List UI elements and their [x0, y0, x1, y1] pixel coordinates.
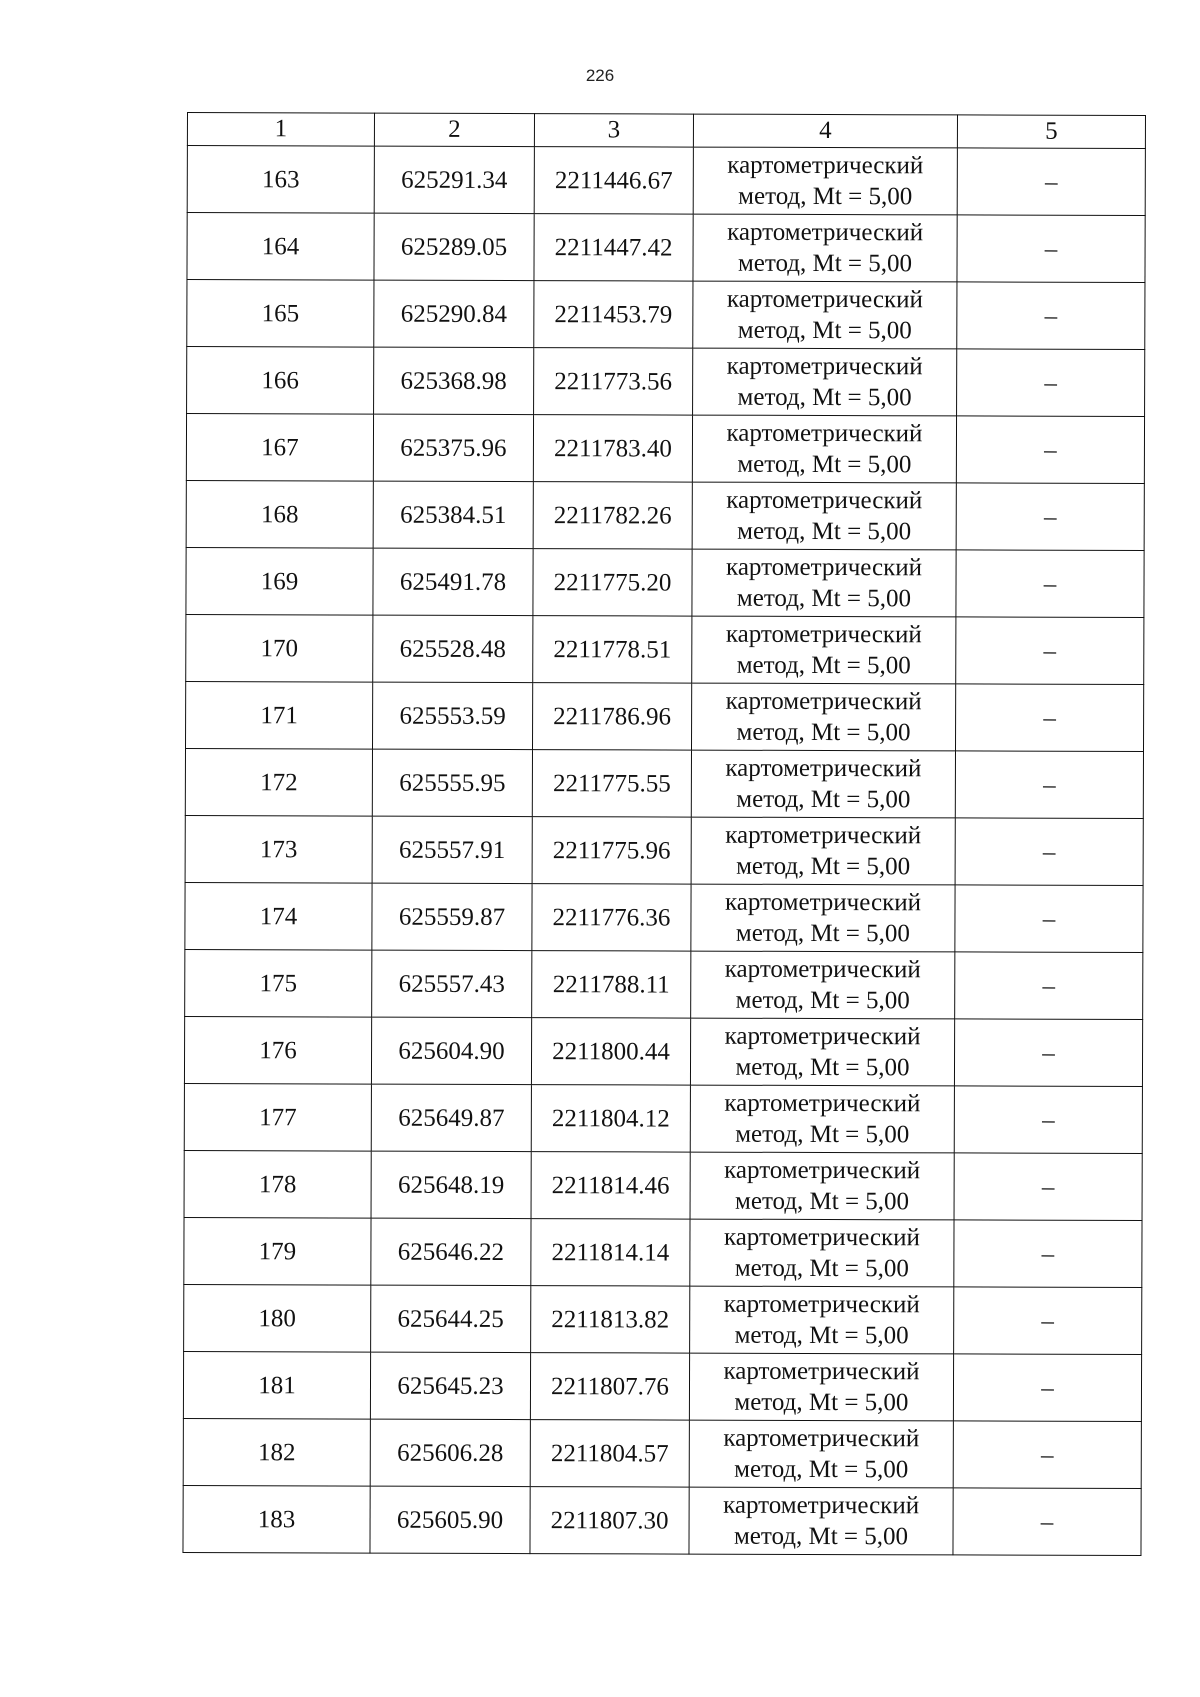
x-coordinate-cell: 625491.78: [373, 548, 533, 616]
method-cell: [691, 951, 955, 1019]
method-line-2: метод, Mt = 5,00: [735, 919, 910, 948]
table-header-row: [187, 113, 1145, 149]
method-line-2: метод, Mt = 5,00: [735, 1187, 910, 1216]
method-cell: [690, 1018, 954, 1086]
method-line-2: метод, Mt = 5,00: [734, 1321, 909, 1350]
table-row: [186, 480, 1144, 550]
method-line-1: картометрический: [723, 1424, 920, 1453]
method-cell: [690, 1219, 954, 1287]
method-line-2: метод, Mt = 5,00: [736, 584, 912, 613]
point-number-cell: 178: [184, 1150, 371, 1218]
y-coordinate-cell: 2211778.51: [533, 616, 692, 683]
method-line-2: метод, Mt = 5,00: [738, 182, 913, 211]
column-header-5: 5: [957, 115, 1145, 149]
x-coordinate-cell: 625605.90: [370, 1486, 530, 1554]
point-number-cell: 167: [186, 414, 373, 482]
method-line-2: метод, Mt = 5,00: [734, 1388, 909, 1417]
method-cell: [692, 549, 956, 617]
method-line-1: картометрический: [725, 687, 922, 716]
point-number-cell: 166: [187, 347, 374, 415]
table-row: [187, 213, 1145, 283]
method-line-1: картометрический: [724, 1156, 921, 1185]
note-cell: –: [955, 885, 1143, 953]
method-line-1: картометрический: [725, 821, 922, 850]
method-line-2: метод, Mt = 5,00: [734, 1254, 909, 1283]
note-cell: –: [956, 483, 1144, 551]
x-coordinate-cell: 625557.43: [372, 950, 532, 1018]
x-coordinate-cell: 625649.87: [371, 1084, 531, 1152]
method-line-2: метод, Mt = 5,00: [735, 986, 910, 1015]
y-coordinate-cell: 2211788.11: [532, 951, 691, 1018]
column-header-4: 4: [693, 114, 957, 148]
x-coordinate-cell: 625557.91: [372, 816, 532, 884]
point-number-cell: 173: [185, 815, 372, 883]
table-row: [185, 882, 1143, 952]
method-line-2: метод, Mt = 5,00: [737, 383, 912, 412]
note-cell: –: [954, 1153, 1142, 1221]
method-line-2: метод, Mt = 5,00: [737, 316, 912, 345]
table-row: [186, 681, 1144, 751]
x-coordinate-cell: 625553.59: [372, 682, 532, 750]
point-number-cell: 181: [183, 1351, 370, 1419]
method-cell: [689, 1487, 953, 1555]
method-cell: [692, 482, 956, 550]
method-line-2: метод, Mt = 5,00: [737, 249, 913, 278]
note-cell: –: [954, 1287, 1142, 1355]
table-row: [184, 1150, 1142, 1220]
method-line-1: картометрический: [723, 1357, 920, 1386]
method-line-1: картометрический: [724, 1022, 921, 1051]
y-coordinate-cell: 2211775.96: [532, 817, 691, 884]
note-cell: –: [957, 282, 1145, 350]
table-body: [183, 146, 1145, 1556]
y-coordinate-cell: 2211776.36: [532, 884, 691, 951]
table-row: [184, 1083, 1142, 1153]
method-cell: [691, 884, 955, 952]
method-line-2: метод, Mt = 5,00: [737, 517, 912, 546]
point-number-cell: 168: [186, 480, 373, 548]
note-cell: –: [957, 349, 1145, 417]
method-line-1: картометрический: [723, 1290, 920, 1319]
table-row: [185, 748, 1143, 818]
method-line-2: метод, Mt = 5,00: [737, 450, 912, 479]
method-line-1: картометрический: [726, 486, 923, 515]
point-number-cell: 177: [184, 1083, 371, 1151]
method-line-1: картометрический: [723, 1223, 920, 1252]
x-coordinate-cell: 625384.51: [373, 481, 533, 549]
method-line-1: картометрический: [727, 218, 924, 247]
x-coordinate-cell: 625289.05: [374, 213, 534, 281]
point-number-cell: 183: [183, 1485, 370, 1553]
x-coordinate-cell: 625559.87: [372, 883, 532, 951]
method-cell: [692, 616, 956, 684]
y-coordinate-cell: 2211800.44: [531, 1018, 690, 1085]
method-cell: [693, 147, 957, 215]
x-coordinate-cell: 625291.34: [374, 146, 534, 214]
y-coordinate-cell: 2211783.40: [533, 415, 692, 482]
x-coordinate-cell: 625290.84: [374, 280, 534, 348]
y-coordinate-cell: 2211814.46: [531, 1152, 690, 1219]
note-cell: –: [954, 1086, 1142, 1154]
x-coordinate-cell: 625368.98: [374, 347, 534, 415]
method-line-1: картометрический: [726, 553, 923, 582]
x-coordinate-cell: 625604.90: [371, 1017, 531, 1085]
point-number-cell: 175: [185, 949, 372, 1017]
column-header-1: 1: [187, 113, 374, 147]
method-line-1: картометрический: [724, 888, 922, 917]
note-cell: –: [956, 550, 1144, 618]
point-number-cell: 169: [186, 547, 373, 615]
point-number-cell: 180: [184, 1284, 371, 1352]
table-row: [185, 815, 1143, 885]
table-row: [187, 347, 1145, 417]
note-cell: –: [953, 1354, 1141, 1422]
x-coordinate-cell: 625375.96: [373, 414, 533, 482]
table-row: [187, 280, 1145, 350]
table-row: [185, 949, 1143, 1019]
table-row: [186, 547, 1144, 617]
method-line-1: картометрический: [725, 620, 922, 649]
note-cell: –: [954, 1019, 1142, 1087]
point-number-cell: 170: [186, 614, 373, 682]
method-cell: [692, 415, 956, 483]
note-cell: –: [955, 751, 1143, 819]
note-cell: –: [955, 684, 1143, 752]
x-coordinate-cell: 625528.48: [373, 615, 533, 683]
method-cell: [690, 1152, 954, 1220]
method-line-2: метод, Mt = 5,00: [735, 1120, 910, 1149]
method-line-1: картометрический: [726, 352, 923, 381]
method-line-2: метод, Mt = 5,00: [736, 651, 911, 680]
table-row: [186, 614, 1144, 684]
x-coordinate-cell: 625646.22: [371, 1218, 531, 1286]
method-cell: [690, 1085, 954, 1153]
method-line-1: картометрический: [726, 419, 923, 448]
y-coordinate-cell: 2211775.55: [532, 750, 691, 817]
method-line-1: картометрический: [724, 1089, 921, 1118]
method-line-1: картометрический: [727, 151, 924, 180]
method-line-2: метод, Mt = 5,00: [734, 1455, 909, 1484]
method-line-1: картометрический: [723, 1491, 920, 1520]
table-row: [186, 414, 1144, 484]
table-row: [187, 146, 1145, 216]
table-row: [184, 1217, 1142, 1287]
note-cell: –: [953, 1488, 1141, 1556]
table-row: [183, 1485, 1141, 1555]
x-coordinate-cell: 625606.28: [370, 1419, 530, 1487]
note-cell: –: [954, 1220, 1142, 1288]
note-cell: –: [957, 148, 1145, 216]
note-cell: –: [956, 416, 1144, 484]
x-coordinate-cell: 625644.25: [371, 1285, 531, 1353]
table-row: [183, 1351, 1141, 1421]
method-line-2: метод, Mt = 5,00: [736, 718, 911, 747]
method-cell: [691, 750, 955, 818]
method-cell: [691, 683, 955, 751]
point-number-cell: 165: [187, 280, 374, 348]
method-line-1: картометрический: [726, 285, 923, 314]
coordinates-table: [182, 112, 1146, 1556]
point-number-cell: 172: [185, 748, 372, 816]
method-line-1: картометрический: [724, 955, 921, 984]
point-number-cell: 171: [186, 681, 373, 749]
method-cell: [691, 817, 955, 885]
method-cell: [689, 1353, 953, 1421]
y-coordinate-cell: 2211813.82: [531, 1286, 690, 1353]
x-coordinate-cell: 625555.95: [372, 749, 532, 817]
y-coordinate-cell: 2211804.57: [530, 1420, 689, 1487]
page-number: 226: [585, 66, 615, 85]
y-coordinate-cell: 2211814.14: [531, 1219, 690, 1286]
point-number-cell: 179: [184, 1217, 371, 1285]
method-line-2: метод, Mt = 5,00: [735, 1053, 910, 1082]
method-line-2: метод, Mt = 5,00: [736, 852, 911, 881]
table-row: [184, 1016, 1142, 1086]
column-header-3: 3: [534, 114, 693, 147]
column-header-2: 2: [374, 113, 534, 147]
table-row: [183, 1418, 1141, 1488]
y-coordinate-cell: 2211773.56: [534, 348, 693, 415]
method-line-2: метод, Mt = 5,00: [736, 785, 911, 814]
x-coordinate-cell: 625645.23: [370, 1352, 530, 1420]
y-coordinate-cell: 2211807.30: [530, 1487, 689, 1554]
y-coordinate-cell: 2211446.67: [534, 147, 693, 214]
point-number-cell: 164: [187, 213, 374, 281]
method-line-2: метод, Mt = 5,00: [733, 1522, 909, 1551]
y-coordinate-cell: 2211807.76: [530, 1353, 689, 1420]
point-number-cell: 182: [183, 1418, 370, 1486]
note-cell: –: [955, 952, 1143, 1020]
y-coordinate-cell: 2211447.42: [534, 214, 693, 281]
note-cell: –: [956, 617, 1144, 685]
method-cell: [689, 1420, 953, 1488]
point-number-cell: 163: [187, 146, 374, 214]
note-cell: –: [957, 215, 1145, 283]
method-line-1: картометрический: [725, 754, 922, 783]
y-coordinate-cell: 2211775.20: [533, 549, 692, 616]
table-row: [184, 1284, 1142, 1354]
note-cell: –: [955, 818, 1143, 886]
x-coordinate-cell: 625648.19: [371, 1151, 531, 1219]
note-cell: –: [953, 1421, 1141, 1489]
y-coordinate-cell: 2211786.96: [532, 683, 691, 750]
y-coordinate-cell: 2211804.12: [531, 1085, 690, 1152]
method-cell: [690, 1286, 954, 1354]
y-coordinate-cell: 2211782.26: [533, 482, 692, 549]
point-number-cell: 176: [184, 1016, 371, 1084]
y-coordinate-cell: 2211453.79: [534, 281, 693, 348]
point-number-cell: 174: [185, 882, 372, 950]
method-cell: [693, 214, 957, 282]
method-cell: [693, 281, 957, 349]
method-cell: [693, 348, 957, 416]
